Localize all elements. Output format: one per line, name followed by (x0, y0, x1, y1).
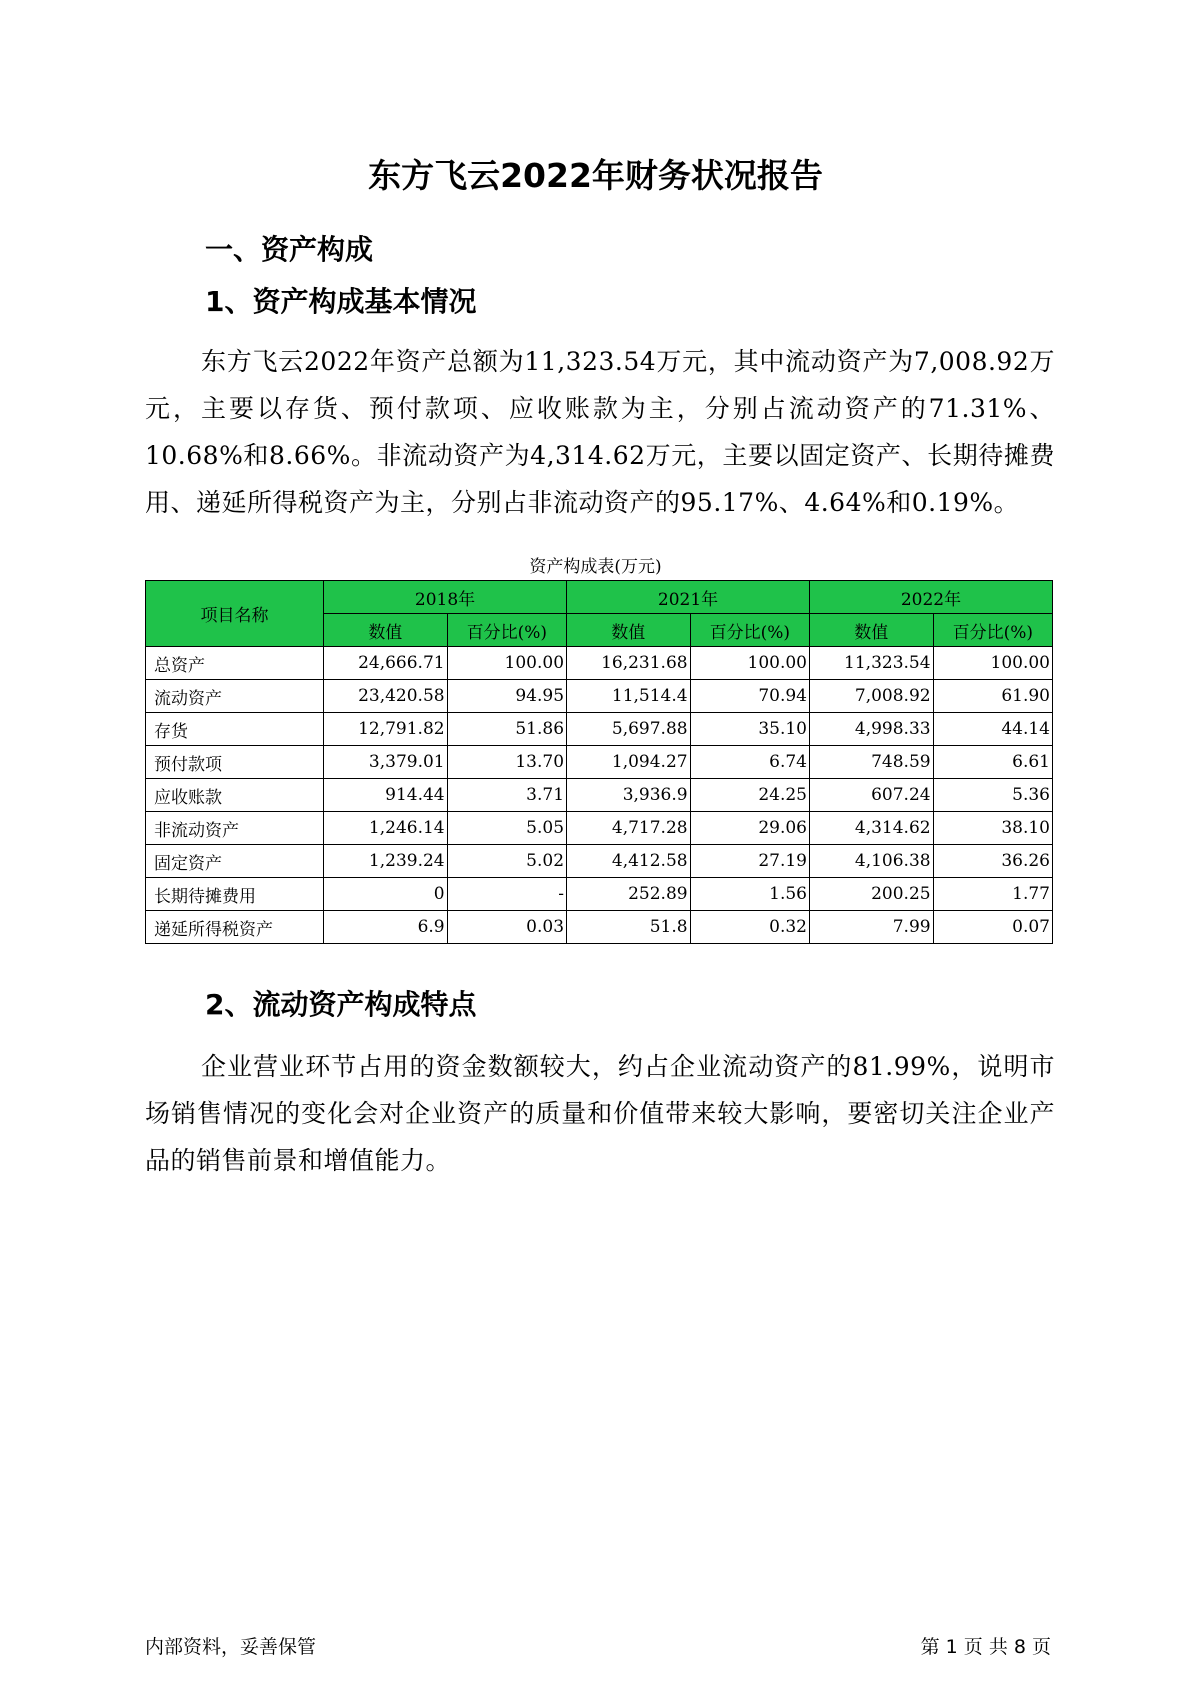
value-cell: 1,246.14 (324, 812, 448, 845)
value-cell: 24,666.71 (324, 647, 448, 680)
percent-cell: 0.32 (690, 911, 809, 944)
row-item-name: 流动资产 (146, 680, 324, 713)
value-cell: 7.99 (810, 911, 934, 944)
value-cell: 23,420.58 (324, 680, 448, 713)
value-cell: 5,697.88 (567, 713, 691, 746)
percent-cell: 5.02 (447, 845, 566, 878)
footer-confidential-note: 内部资料，妥善保管 (145, 1636, 317, 1658)
value-header: 数值 (324, 614, 448, 647)
year-header-2021: 2021年 (567, 581, 810, 614)
percent-cell: 6.74 (690, 746, 809, 779)
value-cell: 914.44 (324, 779, 448, 812)
value-cell: 4,314.62 (810, 812, 934, 845)
percent-cell: 36.26 (933, 845, 1052, 878)
subsection-heading-current-assets: 2、流动资产构成特点 (205, 988, 477, 1021)
percent-cell: 5.05 (447, 812, 566, 845)
value-cell: 4,106.38 (810, 845, 934, 878)
table-row (146, 911, 1053, 944)
row-item-name: 存货 (146, 713, 324, 746)
percent-header: 百分比(%) (447, 614, 566, 647)
percent-cell: 51.86 (447, 713, 566, 746)
percent-cell: 13.70 (447, 746, 566, 779)
value-cell: 1,094.27 (567, 746, 691, 779)
table-row (146, 845, 1053, 878)
value-cell: 607.24 (810, 779, 934, 812)
percent-cell: 0.03 (447, 911, 566, 944)
table-header-row-years (146, 581, 1053, 614)
section-heading-asset-composition: 一、资产构成 (205, 233, 374, 266)
table-row (146, 713, 1053, 746)
row-item-name: 应收账款 (146, 779, 324, 812)
year-header-2018: 2018年 (324, 581, 567, 614)
percent-cell: 100.00 (933, 647, 1052, 680)
table-body (146, 647, 1053, 944)
percent-cell: 61.90 (933, 680, 1052, 713)
percent-cell: 3.71 (447, 779, 566, 812)
value-cell: 6.9 (324, 911, 448, 944)
row-item-name: 预付款项 (146, 746, 324, 779)
table-row (146, 746, 1053, 779)
value-cell: 16,231.68 (567, 647, 691, 680)
percent-header: 百分比(%) (690, 614, 809, 647)
percent-cell: 5.36 (933, 779, 1052, 812)
asset-composition-table (145, 580, 1053, 944)
value-cell: 748.59 (810, 746, 934, 779)
percent-cell: 24.25 (690, 779, 809, 812)
footer-page-number: 第 1 页 共 8 页 (920, 1636, 1051, 1658)
year-header-2022: 2022年 (810, 581, 1053, 614)
percent-cell: 29.06 (690, 812, 809, 845)
percent-cell: 0.07 (933, 911, 1052, 944)
percent-cell: 94.95 (447, 680, 566, 713)
row-item-name: 长期待摊费用 (146, 878, 324, 911)
value-cell: 1,239.24 (324, 845, 448, 878)
table-row (146, 812, 1053, 845)
row-item-name: 非流动资产 (146, 812, 324, 845)
percent-cell: 35.10 (690, 713, 809, 746)
value-cell: 0 (324, 878, 448, 911)
page-title: 东方飞云2022年财务状况报告 (368, 156, 823, 195)
value-cell: 12,791.82 (324, 713, 448, 746)
value-cell: 7,008.92 (810, 680, 934, 713)
row-item-name: 固定资产 (146, 845, 324, 878)
subsection-heading-basic-situation: 1、资产构成基本情况 (205, 285, 477, 318)
item-name-header: 项目名称 (146, 581, 324, 647)
percent-cell: 100.00 (690, 647, 809, 680)
value-cell: 51.8 (567, 911, 691, 944)
value-cell: 11,323.54 (810, 647, 934, 680)
value-cell: 3,936.9 (567, 779, 691, 812)
table-row (146, 878, 1053, 911)
percent-cell: 100.00 (447, 647, 566, 680)
percent-header: 百分比(%) (933, 614, 1052, 647)
value-cell: 11,514.4 (567, 680, 691, 713)
row-item-name: 总资产 (146, 647, 324, 680)
percent-cell: 6.61 (933, 746, 1052, 779)
value-cell: 4,412.58 (567, 845, 691, 878)
value-cell: 4,717.28 (567, 812, 691, 845)
row-item-name: 递延所得税资产 (146, 911, 324, 944)
current-assets-paragraph: 企业营业环节占用的资金数额较大，约占企业流动资产的81.99%，说明市场销售情况的变化会对企业资产的质量和价值带来较大影响，要密切关注企业产品的销售前景和增值能力。 (145, 1052, 1055, 1175)
value-cell: 252.89 (567, 878, 691, 911)
table-caption: 资产构成表(万元) (529, 557, 662, 577)
value-cell: 3,379.01 (324, 746, 448, 779)
percent-cell: 1.77 (933, 878, 1052, 911)
asset-summary-paragraph: 东方飞云2022年资产总额为11,323.54万元，其中流动资产为7,008.92万元，主要以存货、预付款项、应收账款为主，分别占流动资产的71.31%、10.68%和8.66%。非流动资产为4,314.62万元，主要以固定资产、长期待摊费用、递延所得税资产为主，分别占非流动资产的95.17%、4.64%和0.19%。 (145, 347, 1055, 517)
table-row (146, 680, 1053, 713)
value-header: 数值 (810, 614, 934, 647)
percent-cell: 1.56 (690, 878, 809, 911)
percent-cell: - (447, 878, 566, 911)
percent-cell: 27.19 (690, 845, 809, 878)
percent-cell: 70.94 (690, 680, 809, 713)
value-cell: 200.25 (810, 878, 934, 911)
percent-cell: 38.10 (933, 812, 1052, 845)
table-row (146, 779, 1053, 812)
table-row (146, 647, 1053, 680)
value-cell: 4,998.33 (810, 713, 934, 746)
value-header: 数值 (567, 614, 691, 647)
percent-cell: 44.14 (933, 713, 1052, 746)
